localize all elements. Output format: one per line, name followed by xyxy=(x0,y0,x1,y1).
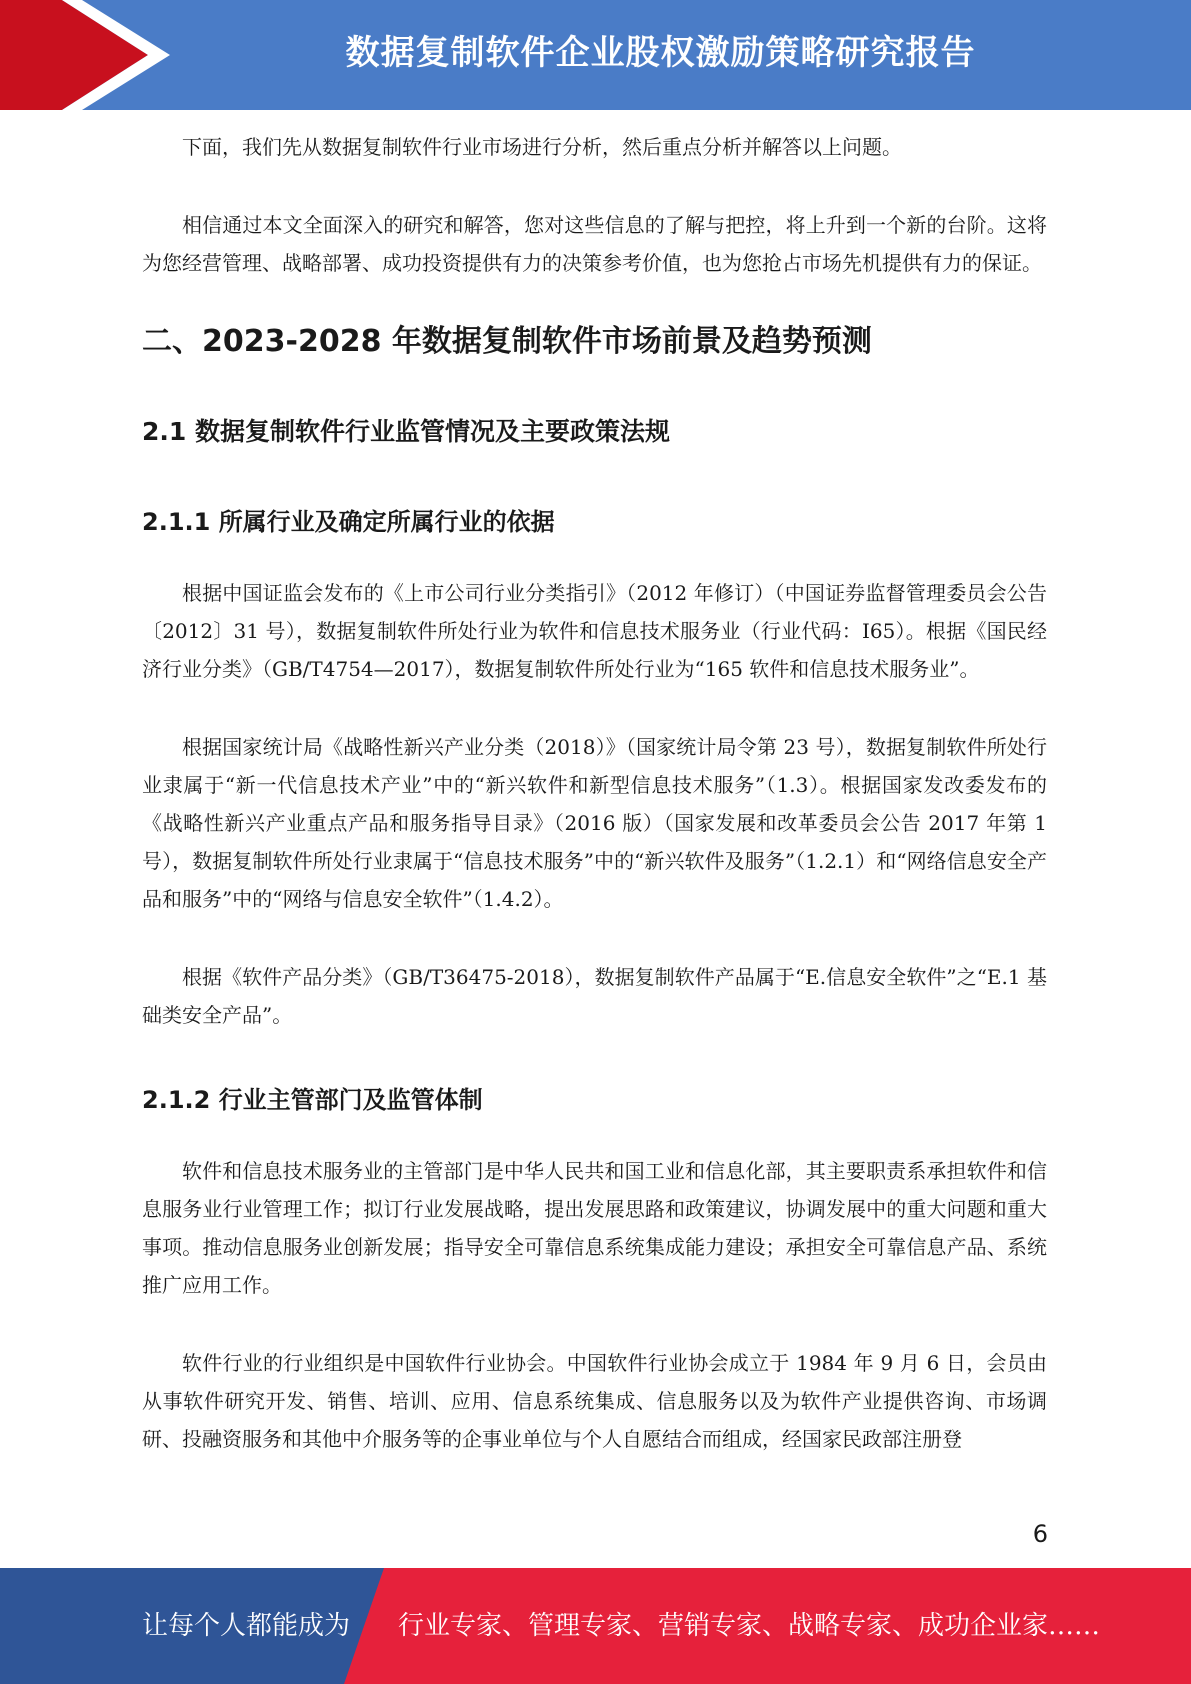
section-2-1-1-heading: 2.1.1 所属行业及确定所属行业的依据 xyxy=(142,508,555,536)
page-footer xyxy=(0,1568,1191,1684)
intro-paragraph-2: 相信通过本文全面深入的研究和解答，您对这些信息的了解与把控，将上升到一个新的台阶。这将为您经营管理、战略部署、成功投资提供有力的决策参考价值，也为您抢占市场先机提供有力的保证。 xyxy=(142,213,1047,275)
footer-slogan-right: 行业专家、管理专家、营销专家、战略专家、成功企业家…… xyxy=(398,1611,1101,1641)
document-body xyxy=(142,128,1047,1498)
section-2-1-2-heading: 2.1.2 行业主管部门及监管体制 xyxy=(142,1086,483,1114)
paragraph-2-1-2-b: 软件行业的行业组织是中国软件行业协会。中国软件行业协会成立于 1984 年 9 月 6 日，会员由从事软件研究开发、销售、培训、应用、信息系统集成、信息服务以及为软件产业提供咨询、市场调研、投融资服务和其他中介服务等的企事业单位与个人自愿结合而组成，经国家民政部注册登 xyxy=(142,1351,1047,1451)
header-title: 数据复制软件企业股权激励策略研究报告 xyxy=(345,33,976,73)
intro-paragraph-1: 下面，我们先从数据复制软件行业市场进行分析，然后重点分析并解答以上问题。 xyxy=(182,135,902,159)
section-2-heading: 二、2023-2028 年数据复制软件市场前景及趋势预测 xyxy=(142,324,872,359)
section-2-1-heading: 2.1 数据复制软件行业监管情况及主要政策法规 xyxy=(142,417,670,446)
paragraph-2-1-1-b: 根据国家统计局《战略性新兴产业分类（2018）》（国家统计局令第 23 号），数据复制软件所处行业隶属于“新一代信息技术产业”中的“新兴软件和新型信息技术服务”（1.3）。根据国家发改委发布的《战略性新兴产业重点产品和服务指导目录》（2016 版）（国家发展和改革委员会公告 2017 年第 1 号），数据复制软件所处行业隶属于“信息技术服务”中的“新兴软件及服务”（1.2.1）和“网络信息安全产品和服务”中的“网络与信息安全软件”（1.4.2）。 xyxy=(142,735,1047,911)
page-header xyxy=(0,0,1191,110)
paragraph-2-1-1-a: 根据中国证监会发布的《上市公司行业分类指引》（2012 年修订）（中国证券监督管理委员会公告〔2012〕31 号），数据复制软件所处行业为软件和信息技术服务业（行业代码：I65）。根据《国民经济行业分类》（GB/T4754—2017），数据复制软件所处行业为“165 软件和信息技术服务业”。 xyxy=(142,581,1047,681)
page-number: 6 xyxy=(1032,1520,1048,1548)
paragraph-2-1-1-c: 根据《软件产品分类》（GB/T36475-2018），数据复制软件产品属于“E.信息安全软件”之“E.1 基础类安全产品”。 xyxy=(142,965,1047,1027)
footer-slogan-left: 让每个人都能成为 xyxy=(142,1611,351,1641)
paragraph-2-1-2-a: 软件和信息技术服务业的主管部门是中华人民共和国工业和信息化部，其主要职责系承担软件和信息服务业行业管理工作；拟订行业发展战略，提出发展思路和政策建议，协调发展中的重大问题和重大事项。推动信息服务业创新发展；指导安全可靠信息系统集成能力建设；承担安全可靠信息产品、系统推广应用工作。 xyxy=(142,1159,1047,1297)
